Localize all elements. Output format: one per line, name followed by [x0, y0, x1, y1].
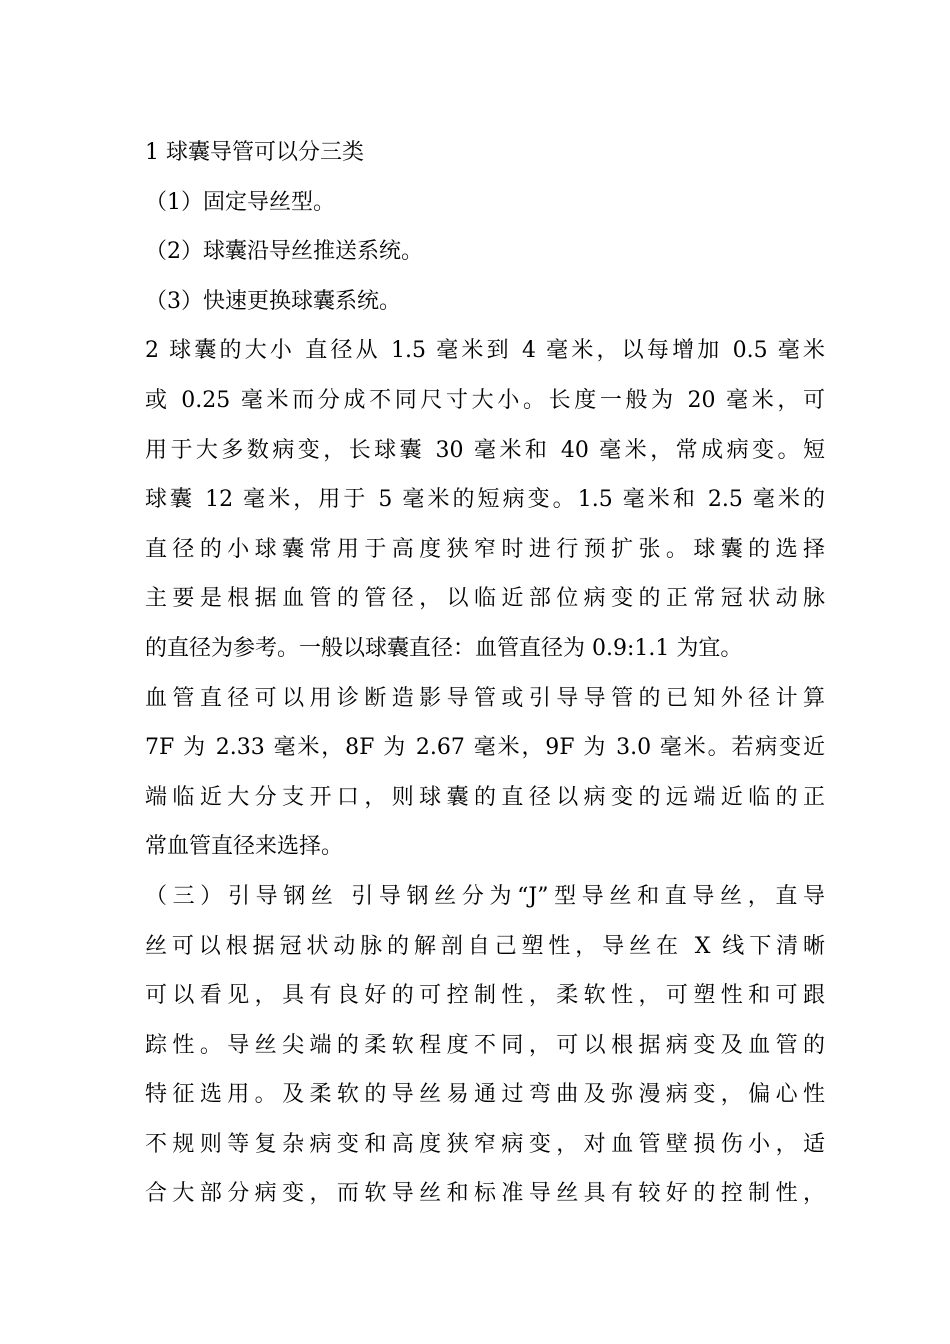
text-line: 球囊 12 毫米，用于 5 毫米的短病变。1.5 毫米和 2.5 毫米的: [145, 487, 825, 513]
text-line: 用于大多数病变，长球囊 30 毫米和 40 毫米，常成病变。短: [145, 437, 825, 463]
text-line: 主要是根据血管的管径，以临近部位病变的正常冠状动脉: [145, 586, 825, 612]
text-line: 合大部分病变，而软导丝和标准导丝具有较好的控制性，: [145, 1181, 825, 1207]
text-line: 7F 为 2.33 毫米，8F 为 2.67 毫米，9F 为 3.0 毫米。若病变近: [145, 735, 825, 761]
text-line: 常血管直径来选择。: [145, 834, 344, 860]
text-line: 端临近大分支开口，则球囊的直径以病变的远端近临的正: [145, 784, 825, 810]
document-body: [145, 128, 825, 1219]
text-line: 直径的小球囊常用于高度狭窄时进行预扩张。球囊的选择: [145, 536, 825, 562]
text-line-balloon-catheter-types-heading: 1 球囊导管可以分三类: [145, 140, 364, 165]
text-line: 血管直径可以用诊断造影导管或引导导管的已知外径计算: [145, 685, 825, 711]
text-line: 可以看见，具有良好的可控制性，柔软性，可塑性和可跟: [145, 983, 825, 1009]
text-line: 的直径为参考。一般以球囊直径：血管直径为 0.9:1.1 为宜。: [145, 635, 743, 661]
text-line: 丝可以根据冠状动脉的解剖自己塑性，导丝在 X 线下清晰: [145, 933, 825, 959]
text-line-balloon-size: 2 球囊的大小 直径从 1.5 毫米到 4 毫米，以每增加 0.5 毫米: [145, 338, 825, 364]
text-line: 或 0.25 毫米而分成不同尺寸大小。长度一般为 20 毫米，可: [145, 387, 825, 413]
text-line-type-1: （1）固定导丝型。: [145, 189, 335, 215]
text-line-guidewire-section: （三）引导钢丝 引导钢丝分为“J”型导丝和直导丝，直导: [145, 883, 825, 909]
text-line: 特征选用。及柔软的导丝易通过弯曲及弥漫病变，偏心性: [145, 1082, 825, 1108]
text-line-type-2: （2）球囊沿导丝推送系统。: [145, 239, 423, 265]
text-line: 不规则等复杂病变和高度狭窄病变，对血管壁损伤小，适: [145, 1131, 825, 1157]
text-line-type-3: （3）快速更换球囊系统。: [145, 288, 401, 314]
text-line: 踪性。导丝尖端的柔软程度不同，可以根据病变及血管的: [145, 1032, 825, 1058]
